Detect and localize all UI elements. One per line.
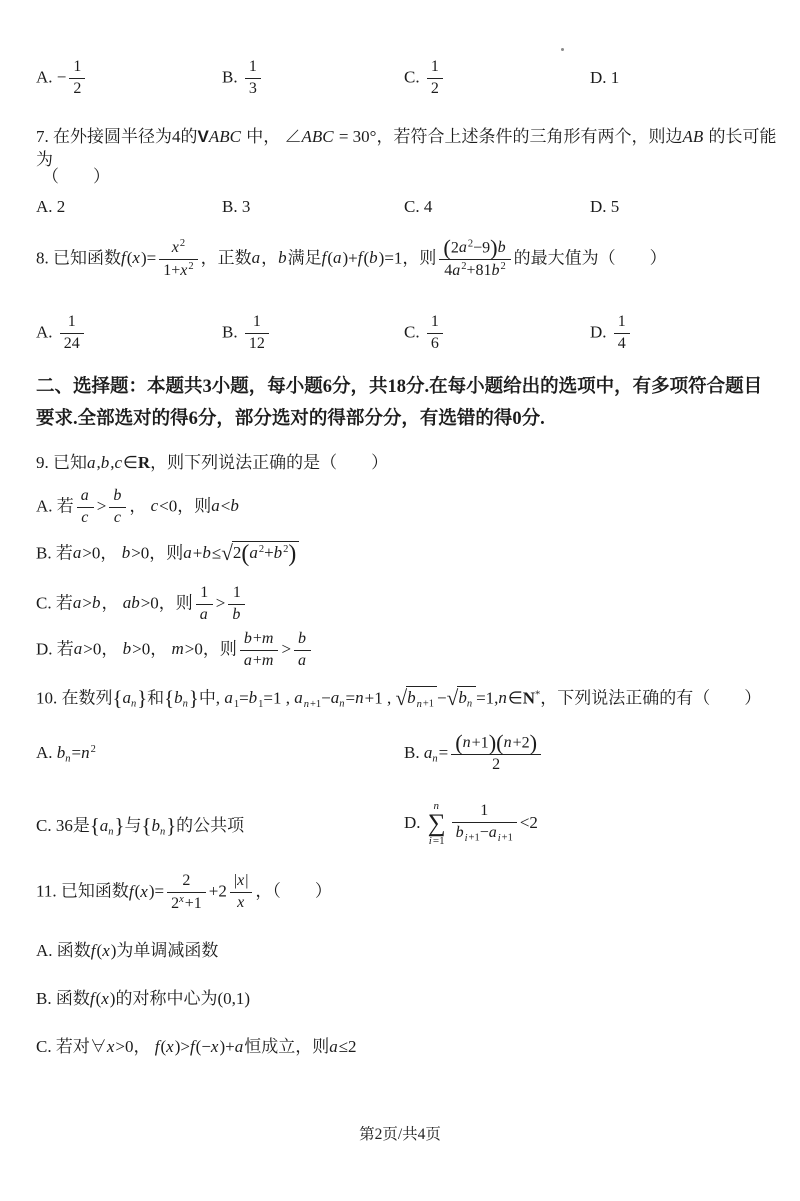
question7-option-b: B. 3 bbox=[222, 197, 251, 216]
question8-option-a: A. $\frac{1}{24}$ bbox=[36, 313, 222, 354]
question11-stem: 11. 已知函数f(x)= $\frac{2}{2^x+1}$ +2 $\frac{|x|}{x}$ ，（ ） bbox=[36, 872, 332, 912]
question9-option-b: B. 若a>0， b>0，则$a+b\le√2(a^2+b^2)$ bbox=[36, 539, 780, 568]
question10-option-c: C. 36是$\{a_n\}$与$\{b_n\}$的公共项 bbox=[36, 815, 245, 838]
question6-option-d: D. 1 bbox=[590, 68, 620, 88]
question11-option-a: A. 函数f(x)为单调减函数 bbox=[36, 941, 219, 960]
question7-stem: 7. 在外接圆半径为4的VABC 中， ∠ABC = 30°，若符合上述条件的三角形有两个，则边AB 的长可能为 bbox=[36, 127, 777, 169]
question11-option-b: B. 函数f(x)的对称中心为(0,1) bbox=[36, 989, 251, 1008]
question8-option-b: B. $\frac{1}{12}$ bbox=[222, 313, 404, 354]
question7-options-row bbox=[36, 197, 780, 217]
page-number-footer: 第2页/共4页 bbox=[359, 1126, 441, 1143]
question7-option-a: A. 2 bbox=[36, 197, 66, 216]
question9-option-c: C. 若a>b， ab>0，则 $\frac{1}{a}$ > $\frac{1}{b}$ bbox=[36, 584, 780, 625]
question6-option-b: B. $\frac{1}{3}$ bbox=[222, 58, 404, 99]
question10-option-a: A. $b_n=n^2$ bbox=[36, 743, 96, 765]
question10-options-row-cd bbox=[36, 801, 780, 847]
question9-option-a: A. 若 $\frac{a}{c}$ > $\frac{b}{c}$ ， c<0，则a<b bbox=[36, 487, 239, 526]
question8-stem: 8. 已知函数f(x)= $\frac{x^2}{1+x^2}$ ，正数a，b满足f(a)+f(b)=1，则 $\frac{(2a^2-9)b}{4a^2+81b^2}$ 的最大值为（ ） bbox=[36, 235, 667, 279]
question9-stem: 9. 已知a,b,c∈R，则下列说法正确的是（ ） bbox=[36, 453, 389, 472]
question7-answer-blank: （ ） bbox=[42, 167, 110, 186]
question10-option-d: D. n ∑ i=1 $\frac{1}{b_{i+1}-a_{i+1}}$ <2 bbox=[404, 800, 538, 847]
question7-option-d: D. 5 bbox=[590, 197, 620, 216]
question9-option-d: D. 若a>0， b>0， m>0，则 $\frac{b+m}{a+m}$ > $\frac{b}{a}$ bbox=[36, 630, 780, 671]
section2-header-line1: 二、选择题：本题共3小题，每小题6分，共18分.在每小题给出的选项中，有多项符合题目 bbox=[36, 377, 763, 397]
question10-option-b: B. $a_n=$ $\frac{(n+1)(n+2)}{2}$ bbox=[404, 733, 780, 775]
question6-option-c: C. $\frac{1}{2}$ bbox=[404, 58, 590, 99]
question10-stem: 10. 在数列$\{a_n\}$和$\{b_n\}$中, $a_1=b_1=1$ , $a_{n+1}-a_n=n+1$ , $√b_{n+1} -√b_n$ =1,n∈N*，下列说法正确的有（ ） bbox=[36, 686, 762, 710]
question6-option-a: A. − $\frac{1}{2}$ bbox=[36, 58, 222, 99]
question11-option-c: C. 若对∀x>0， f(x)>f(−x)+a恒成立，则a≤2 bbox=[36, 1037, 357, 1056]
question8-option-c: C. $\frac{1}{6}$ bbox=[404, 313, 590, 354]
section2-header-line2: 要求.全部选对的得6分，部分选对的得部分分，有选错的得0分. bbox=[36, 409, 545, 429]
scan-artifact-dot bbox=[561, 48, 564, 51]
question8-options-row bbox=[36, 313, 780, 354]
question8-option-d: D. $\frac{1}{4}$ bbox=[590, 313, 780, 354]
question7-option-c: C. 4 bbox=[404, 197, 433, 216]
question10-options-row-ab bbox=[36, 730, 780, 775]
question6-options-row bbox=[36, 58, 780, 99]
